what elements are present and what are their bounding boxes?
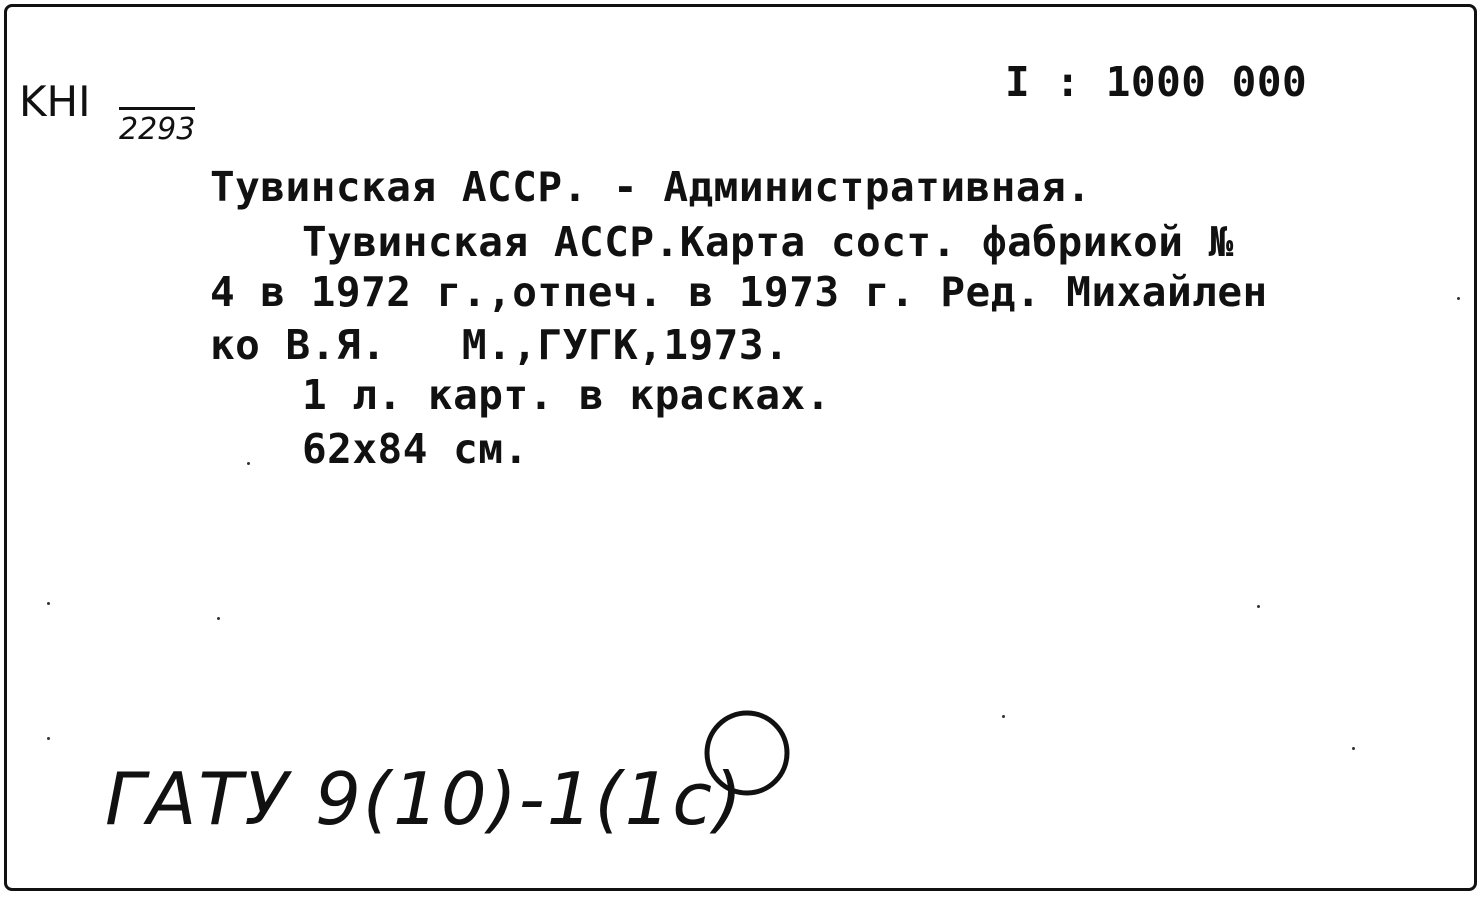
speck xyxy=(217,617,220,620)
dimensions-line: 62x84 см. xyxy=(302,425,529,473)
speck xyxy=(1257,605,1260,608)
extent-line: 1 л. карт. в красках. xyxy=(302,371,831,419)
description-line-1: Тувинская АССР.Карта сост. фабрикой № xyxy=(302,218,1234,266)
call-number: 2293 xyxy=(119,107,195,147)
speck xyxy=(1457,297,1460,300)
classification-code: ГАТУ 9(10)-1(1c) xyxy=(105,757,745,841)
title-line: Тувинская АССР. - Административная. xyxy=(210,163,1092,211)
punch-hole-icon xyxy=(699,709,799,809)
speck xyxy=(47,602,50,605)
speck xyxy=(1352,747,1355,750)
scale-label: I : 1000 000 xyxy=(1005,58,1308,106)
call-number-prefix: KHI xyxy=(19,77,91,126)
speck xyxy=(47,737,50,740)
catalog-card xyxy=(4,4,1477,891)
speck xyxy=(247,462,250,465)
speck xyxy=(1002,715,1005,718)
description-line-2: 4 в 1972 г.,отпеч. в 1973 г. Ред. Михайлен xyxy=(210,268,1268,316)
description-line-3: ко В.Я. М.,ГУГК,1973. xyxy=(210,321,790,369)
